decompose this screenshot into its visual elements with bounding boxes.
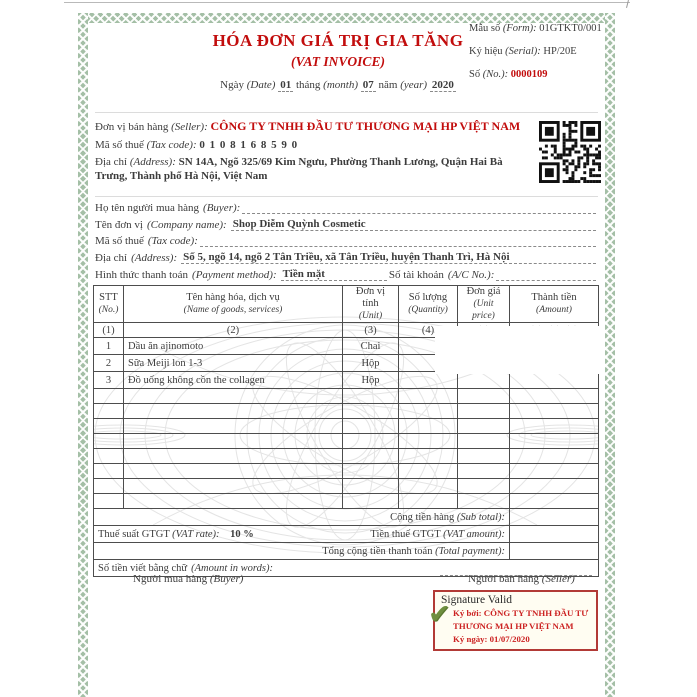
empty-row	[94, 464, 599, 479]
seller-sign-label: Người bán hàng (Seller)	[468, 573, 575, 585]
invoice-number-value: 0000109	[510, 69, 548, 80]
fill-line	[496, 269, 596, 281]
buyer-address-label: Địa chỉ	[95, 252, 128, 265]
row-quantity	[399, 372, 458, 389]
buyer-name-row	[95, 197, 598, 214]
decorative-border-left	[78, 13, 88, 697]
subtotal-value	[510, 509, 599, 526]
header-unit-price: Đơn giá (Unit price)	[458, 286, 510, 323]
date-day-value: 01	[280, 79, 292, 91]
form-label-en: (Form):	[502, 23, 537, 34]
header-unit: Đơn vị tính (Unit)	[343, 286, 399, 323]
empty-row	[94, 419, 599, 434]
row-unit: Chai	[343, 338, 399, 355]
check-icon: ✔	[428, 599, 451, 630]
header-amount: Thành tiền (Amount)	[510, 286, 599, 323]
signed-date-text: Ký ngày: 01/07/2020	[453, 634, 530, 644]
buyer-section	[95, 197, 598, 281]
serial-value: HP/20E	[543, 46, 577, 57]
total-payment-value	[510, 543, 599, 560]
total-payment-label-en: (Total payment):	[435, 545, 505, 557]
amount-in-words-label-en: (Amount in words):	[191, 562, 273, 574]
buyer-company-label: Tên đơn vị	[95, 218, 143, 231]
form-label: Mẫu số	[469, 23, 501, 34]
row-unit-price	[458, 372, 510, 389]
subheader-1: (1)	[94, 323, 124, 338]
fill-line	[514, 252, 596, 264]
date-label: Ngày	[220, 79, 244, 91]
buyer-address-label-en: (Address):	[131, 252, 178, 265]
empty-row	[94, 479, 599, 494]
seller-tax-label-en: (Tax code):	[146, 139, 197, 151]
serial-row	[469, 45, 599, 58]
seller-address-row	[95, 155, 537, 183]
subheader-3: (3)	[343, 323, 399, 338]
seller-label-en: (Seller):	[171, 121, 208, 133]
seller-address-label: Địa chỉ	[95, 156, 128, 168]
decorative-border-right	[605, 13, 615, 697]
seller-name-row	[95, 119, 537, 135]
buyer-company-value: Shop Diễm Quỳnh Cosmetic	[232, 217, 366, 230]
row-unit: Hộp	[343, 355, 399, 372]
header-stt: STT (No.)	[94, 286, 124, 323]
invoice-header	[160, 31, 516, 91]
signed-by-text: Ký bởi: CÔNG TY TNHH ĐẦU TƯ THƯƠNG MẠI HP VIỆT NAM	[453, 608, 589, 631]
seller-section	[95, 119, 537, 183]
buyer-address-value: Số 5, ngõ 14, ngõ 2 Tân Triều, xã Tân Triều, huyện Thanh Trì, Hà Nội	[183, 251, 510, 264]
buyer-tax-label: Mã số thuế	[95, 235, 144, 248]
subtotal-row	[94, 509, 599, 526]
vat-amount-label-group	[370, 527, 505, 542]
date-label-en: (Date)	[246, 79, 276, 91]
fill-line	[200, 235, 596, 247]
row-unit: Hộp	[343, 372, 399, 389]
header-goods-name: Tên hàng hóa, dịch vụ (Name of goods, services)	[124, 286, 343, 323]
invoice-number-row	[469, 68, 599, 81]
vat-rate	[98, 527, 254, 542]
month-label: tháng	[295, 79, 321, 91]
form-value: 01GTKT0/001	[539, 23, 602, 34]
corner-tick	[626, 0, 629, 8]
payment-method-row	[95, 264, 598, 281]
items-table-wrap	[93, 285, 600, 577]
vat-amount-label-en: (VAT amount):	[443, 528, 505, 540]
table-row	[94, 372, 599, 389]
number-label-en: (No.):	[482, 69, 509, 80]
vat-amount-label: Tiền thuế GTGT	[370, 528, 441, 540]
top-hairline	[64, 2, 630, 3]
seller-tax-value: 0 1 0 8 1 6 8 5 9 0	[199, 139, 299, 151]
vat-row	[94, 526, 599, 543]
vat-rate-value: 10 %	[230, 528, 254, 540]
buyer-address-row	[95, 247, 598, 264]
qr-code-image	[539, 121, 601, 183]
subheader-2: (2)	[124, 323, 343, 338]
month-label-en: (month)	[323, 79, 358, 91]
buyer-company-label-en: (Company name):	[146, 218, 227, 231]
row-goods-name: Dầu ăn ajinomoto	[124, 338, 343, 355]
row-no: 2	[94, 355, 124, 372]
row-no: 3	[94, 372, 124, 389]
buyer-sign-label: Người mua hàng (Buyer)	[133, 573, 244, 585]
buyer-taxcode-row	[95, 231, 598, 248]
seller-name: CÔNG TY TNHH ĐẦU TƯ THƯƠNG MẠI HP VIỆT NAM	[210, 119, 521, 133]
fill-line	[370, 219, 596, 231]
buyer-company-row	[95, 214, 598, 231]
buyer-name-label: Họ tên người mua hàng	[95, 201, 200, 214]
seller-label: Đơn vị bán hàng	[95, 121, 169, 133]
subtotal-label-en: (Sub total):	[456, 511, 505, 523]
seller-address-value: SN 14A, Ngõ 325/69 Kim Ngưu, Phường Thanh Lương, Quận Hai Bà Trưng, Thành phố Hà Nội, Việt Nam	[95, 156, 503, 182]
empty-row	[94, 404, 599, 419]
fill-line	[440, 564, 592, 576]
fill-line	[329, 269, 387, 281]
number-label: Số	[469, 69, 481, 80]
invoice-title: HÓA ĐƠN GIÁ TRỊ GIA TĂNG	[212, 31, 464, 50]
digital-signature-box	[428, 590, 598, 651]
payment-method-value: Tiền mặt	[282, 267, 325, 280]
seller-address-label-en: (Address):	[129, 156, 176, 168]
amount-in-words-row	[94, 560, 599, 577]
empty-row	[94, 494, 599, 509]
table-header-row	[94, 286, 599, 323]
total-payment-row	[94, 543, 599, 560]
date-month-value: 07	[362, 79, 374, 91]
invoice-subtitle: (VAT INVOICE)	[291, 54, 385, 69]
buyer-name-label-en: (Buyer):	[203, 201, 241, 214]
redaction-overlay	[435, 326, 599, 374]
invoice-meta	[469, 22, 602, 91]
section-divider	[95, 112, 598, 113]
payment-method-label-en: (Payment method):	[192, 268, 277, 281]
subheader-4: (4)	[399, 323, 458, 338]
account-number-label-en: (A/C No.):	[447, 268, 495, 281]
invoice-date-line	[160, 79, 516, 91]
row-no: 1	[94, 338, 124, 355]
vat-amount-value	[510, 526, 599, 543]
form-number-row	[469, 22, 602, 35]
seller-tax-label: Mã số thuế	[95, 139, 144, 151]
amount-in-words-label: Số tiền viết bằng chữ	[98, 562, 188, 574]
row-goods-name: Sữa Meiji lon 1-3	[124, 355, 343, 372]
header-quantity: Số lượng (Quantity)	[399, 286, 458, 323]
year-label-en: (year)	[400, 79, 428, 91]
serial-label: Ký hiệu	[469, 46, 503, 57]
account-number-label: Số tài khoản	[388, 268, 444, 281]
row-amount	[510, 372, 599, 389]
empty-row	[94, 389, 599, 404]
payment-method-label: Hình thức thanh toán	[95, 268, 189, 281]
row-goods-name: Đồ uống không cồn the collagen	[124, 372, 343, 389]
total-payment-label: Tổng cộng tiền thanh toán	[322, 545, 433, 557]
signature-valid-text: Signature Valid	[441, 594, 513, 606]
buyer-tax-label-en: (Tax code):	[147, 235, 198, 248]
vat-rate-label: Thuế suất GTGT	[98, 528, 170, 540]
empty-row	[94, 449, 599, 464]
serial-label-en: (Serial):	[505, 46, 541, 57]
subtotal-label: Cộng tiền hàng	[390, 511, 455, 523]
fill-line	[242, 202, 596, 214]
year-label: năm	[378, 79, 398, 91]
empty-row	[94, 434, 599, 449]
seller-taxcode-row	[95, 138, 537, 153]
vat-rate-label-en: (VAT rate):	[172, 528, 220, 540]
date-year-value: 2020	[431, 79, 454, 91]
